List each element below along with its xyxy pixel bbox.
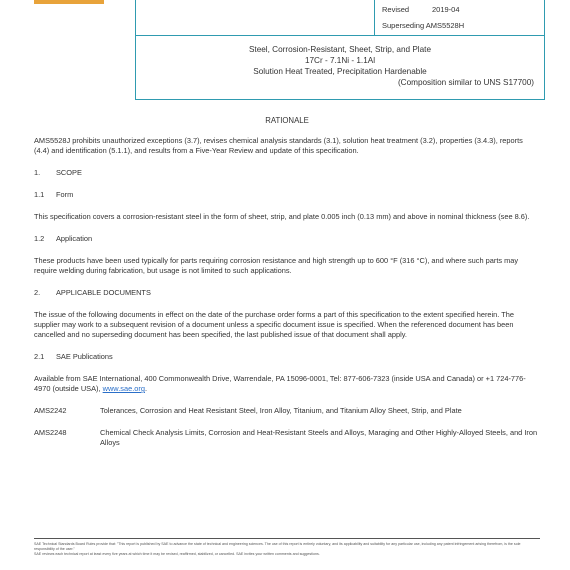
superseding-text: Superseding AMS5528H bbox=[382, 21, 465, 30]
sae-title: SAE Publications bbox=[56, 352, 113, 361]
title-line-2: 17Cr - 7.1Ni - 1.1Al bbox=[304, 56, 376, 65]
form-heading bbox=[34, 190, 540, 200]
applicable-title: APPLICABLE DOCUMENTS bbox=[56, 288, 151, 297]
form-title: Form bbox=[56, 190, 74, 199]
sae-number: 2.1 bbox=[34, 352, 45, 361]
application-text: These products have been used typically for parts requiring corrosion resistance and high strength up to 600 °F (316 °C), and where such parts may require welding during fabrication, but usage is not limited to such applications. bbox=[34, 256, 519, 275]
form-number: 1.1 bbox=[34, 190, 45, 199]
header-info-row bbox=[136, 0, 544, 36]
sae-logo-fragment bbox=[34, 0, 104, 4]
title-line-1: Steel, Corrosion-Resistant, Sheet, Strip, and Plate bbox=[248, 45, 432, 54]
reference-description: Chemical Check Analysis Limits, Corrosion and Heat-Resistant Steels and Alloys, Maraging and Other Highly-Alloyed Steels, and Iron Alloys bbox=[100, 428, 538, 447]
application-heading bbox=[34, 234, 540, 244]
revised-row bbox=[382, 5, 460, 14]
reference-code: AMS2248 bbox=[34, 428, 67, 437]
document-header bbox=[135, 0, 545, 100]
sae-publications-heading bbox=[34, 352, 540, 362]
rationale-heading: RATIONALE bbox=[265, 116, 309, 125]
reference-code: AMS2242 bbox=[34, 406, 67, 415]
title-line-4: (Composition similar to UNS S17700) bbox=[397, 78, 534, 87]
superseding-row bbox=[382, 21, 464, 30]
applicable-text: The issue of the following documents in effect on the date of the purchase order forms a part of this specification to the extent specified herein. The supplier may work to a subsequent revision of a document unless a specific document issue is specified. When the referenced document has been cancelled and no superseding document has been specified, the last published issue of that document shall apply. bbox=[34, 310, 514, 339]
sae-text bbox=[34, 374, 540, 394]
title-line-3: Solution Heat Treated, Precipitation Hardenable bbox=[253, 67, 427, 76]
form-text: This specification covers a corrosion-resistant steel in the form of sheet, strip, and plate 0.005 inch (0.13 mm) and above in nominal thickness (see 8.6). bbox=[34, 212, 530, 221]
scope-heading bbox=[34, 168, 540, 178]
document-body bbox=[34, 116, 540, 460]
footer-line-2: SAE reviews each technical report at least every five years at which time it may be revised, reaffirmed, stabilized, or cancelled. SAE invites your written comments and suggestions. bbox=[34, 552, 320, 556]
sae-website-link[interactable]: www.sae.org bbox=[102, 384, 145, 393]
application-title: Application bbox=[56, 234, 93, 243]
legal-footer bbox=[34, 538, 540, 557]
sae-period: . bbox=[144, 384, 147, 393]
applicable-number: 2. bbox=[34, 288, 41, 297]
document-title bbox=[136, 44, 544, 88]
reference-row bbox=[34, 406, 540, 416]
applicable-documents-heading bbox=[34, 288, 540, 298]
header-divider bbox=[374, 0, 375, 36]
revised-label: Revised bbox=[382, 5, 410, 14]
rationale-text: AMS5528J prohibits unauthorized exceptions (3.7), revises chemical analysis standards (3.1), solution heat treatment (3.2), properties (3.4.3), reports (4.4) and identification (5.1.1), and results from a Five-Year Review and update of this specification. bbox=[34, 136, 523, 155]
reference-row bbox=[34, 428, 540, 448]
scope-number: 1. bbox=[34, 168, 41, 177]
sae-address: Available from SAE International, 400 Commonwealth Drive, Warrendale, PA 15096-0001, Tel: 877-606-7323 (inside USA and Canada) or +1 724-776-4970 (outside USA), bbox=[34, 374, 526, 393]
footer-line-1: SAE Technical Standards Board Rules provide that: "This report is published by SAE to advance the state of technical and engineering sciences. The use of this report is entirely voluntary, and its applicability and suitability for any particular use, including any patent infringement arising therefrom, is the sole responsibility of the user." bbox=[34, 542, 521, 551]
application-number: 1.2 bbox=[34, 234, 45, 243]
reference-description: Tolerances, Corrosion and Heat Resistant Steel, Iron Alloy, Titanium, and Titanium Alloy Sheet, Strip, and Plate bbox=[100, 406, 462, 415]
scope-title: SCOPE bbox=[56, 168, 82, 177]
revised-value: 2019-04 bbox=[432, 5, 460, 14]
